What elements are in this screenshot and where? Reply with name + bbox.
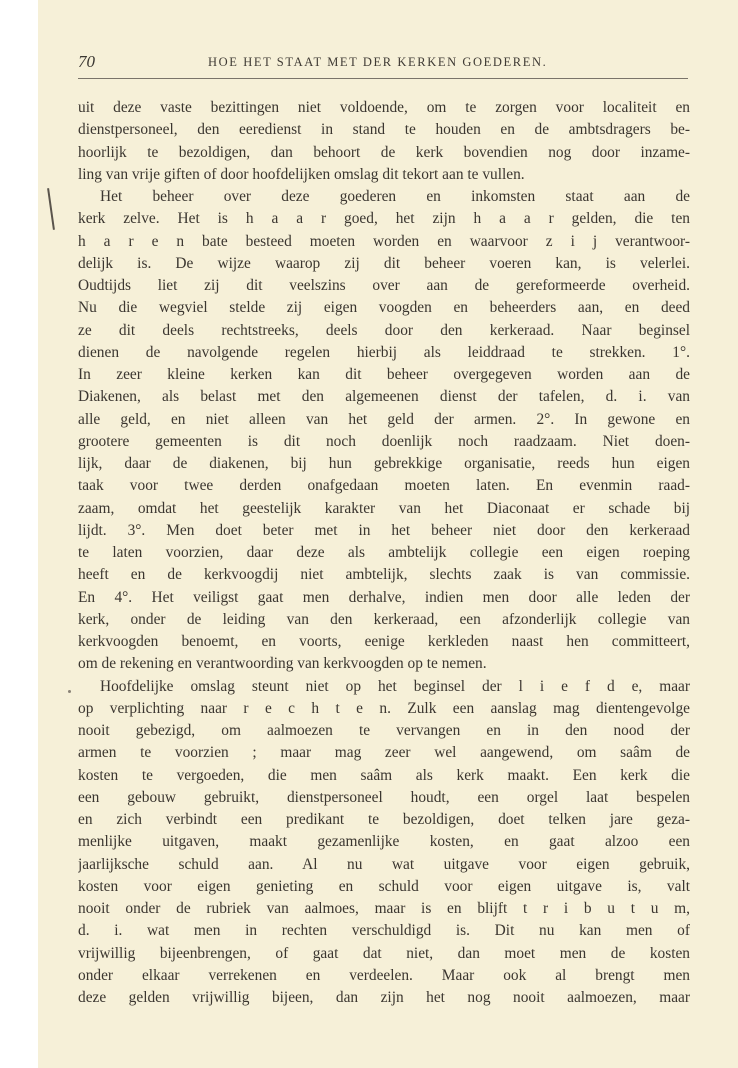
body-text: [78, 97, 690, 1009]
text-line: hoorlijk te bezoldigen, dan behoort de kerk bovendien nog door inzame-: [78, 143, 690, 161]
text-line: In zeer kleine kerken kan dit beheer overgegeven worden aan de: [78, 366, 690, 383]
text-line: En 4°. Het veiligst gaat men derhalve, indien men door alle leden der: [78, 588, 690, 606]
text-line: menlijke uitgaven, maakt gezamenlijke kosten, en gaat alzoo een: [78, 833, 690, 851]
running-title: HOE HET STAAT MET DER KERKEN GOEDEREN.: [208, 55, 548, 69]
text-line: lijk, daar de diakenen, bij hun gebrekkige organisatie, reeds hun eigen: [78, 455, 690, 472]
text-line: ze dit deels rechtstreeks, deels door den kerkeraad. Naar beginsel: [78, 321, 690, 339]
text-line: alle geld, en niet alleen van het geld der armen. 2°. In gewone en: [78, 410, 690, 428]
text-line: Diakenen, als belast met den algemeenen dienst der tafelen, d. i. van: [78, 388, 690, 406]
text-line: d. i. wat men in rechten verschuldigd is. Dit nu kan men of: [78, 922, 690, 940]
text-line: vrijwillig bijeenbrengen, of gaat dat niet, dan moet men de kosten: [78, 944, 690, 962]
text-line: Nu die wegviel stelde zij eigen voogden en beheerders aan, en deed: [78, 299, 690, 317]
margin-pencil-dot: [68, 690, 71, 693]
text-line: h a r e n bate besteed moeten worden en waarvoor z i j verantwoor-: [78, 232, 690, 250]
text-line: ling van vrije giften of door hoofdelijken omslag dit tekort aan te vullen.: [78, 165, 525, 183]
text-line: heeft en de kerkvoogdij niet ambtelijk, slechts zaak is van commissie.: [78, 566, 690, 584]
text-line: armen te voorzien ; maar mag zeer wel aangewend, om saâm de: [78, 744, 690, 762]
text-line: en zich verbindt een predikant te bezoldigen, doet telken jare geza-: [78, 811, 690, 828]
header-rule: [78, 78, 688, 79]
page-header: [78, 52, 688, 74]
text-line: lijdt. 3°. Men doet beter met in het beheer niet door den kerkeraad: [78, 521, 690, 539]
text-line: een gebouw gebruikt, dienstpersoneel houdt, een orgel laat bespelen: [78, 788, 690, 806]
text-line: kerk, onder de leiding van den kerkeraad, een afzonderlijk collegie van: [78, 610, 690, 628]
text-line: Oudtijds liet zij dit veelszins over aan de gereformeerde overheid.: [78, 277, 690, 294]
text-line: taak voor twee derden onafgedaan moeten laten. En evenmin raad-: [78, 477, 690, 495]
text-line: kosten te vergoeden, die men saâm als kerk maakt. Een kerk die: [78, 766, 690, 784]
page-number: 70: [78, 52, 95, 71]
margin-pencil-mark: [47, 188, 55, 230]
text-line: op verplichting naar r e c h t e n. Zulk een aanslag mag dientengevolge: [78, 699, 690, 717]
text-line: nooit onder de rubriek van aalmoes, maar is en blijft t r i b u t u m,: [78, 900, 690, 917]
text-line: nooit gebezigd, om aalmoezen te vervangen en in den nood der: [78, 722, 690, 739]
text-line: uit deze vaste bezittingen niet voldoende, om te zorgen voor localiteit en: [78, 99, 690, 116]
book-page: [38, 0, 738, 1068]
text-line: kerk zelve. Het is h a a r goed, het zijn h a a r gelden, die ten: [78, 210, 690, 228]
text-line: delijk is. De wijze waarop zij dit beheer voeren kan, is velerlei.: [78, 254, 690, 272]
text-line: jaarlijksche schuld aan. Al nu wat uitgave voor eigen gebruik,: [78, 855, 690, 873]
text-line: om de rekening en verantwoording van kerkvoogden op te nemen.: [78, 655, 487, 673]
text-line: kosten voor eigen genieting en schuld voor eigen uitgave is, valt: [78, 877, 690, 895]
text-line: deze gelden vrijwillig bijeen, dan zijn het nog nooit aalmoezen, maar: [78, 989, 690, 1006]
text-line: te laten voorzien, daar deze als ambtelijk collegie een eigen roeping: [78, 544, 690, 561]
text-line: dienen de navolgende regelen hierbij als leiddraad te strekken. 1°.: [78, 343, 690, 361]
text-line: Hoofdelijke omslag steunt niet op het beginsel der l i e f d e, maar: [100, 677, 690, 695]
text-line: Het beheer over deze goederen en inkomsten staat aan de: [100, 188, 690, 205]
text-line: onder elkaar verrekenen en verdeelen. Maar ook al brengt men: [78, 966, 690, 984]
text-line: kerkvoogden benoemt, en voorts, eenige kerkleden naast hen committeert,: [78, 633, 690, 650]
text-line: grootere gemeenten is dit noch doenlijk noch raadzaam. Niet doen-: [78, 432, 690, 450]
text-line: dienstpersoneel, den eeredienst in stand te houden en de ambtsdragers be-: [78, 121, 690, 139]
text-line: zaam, omdat het geestelijk karakter van het Diaconaat er schade bij: [78, 499, 690, 517]
